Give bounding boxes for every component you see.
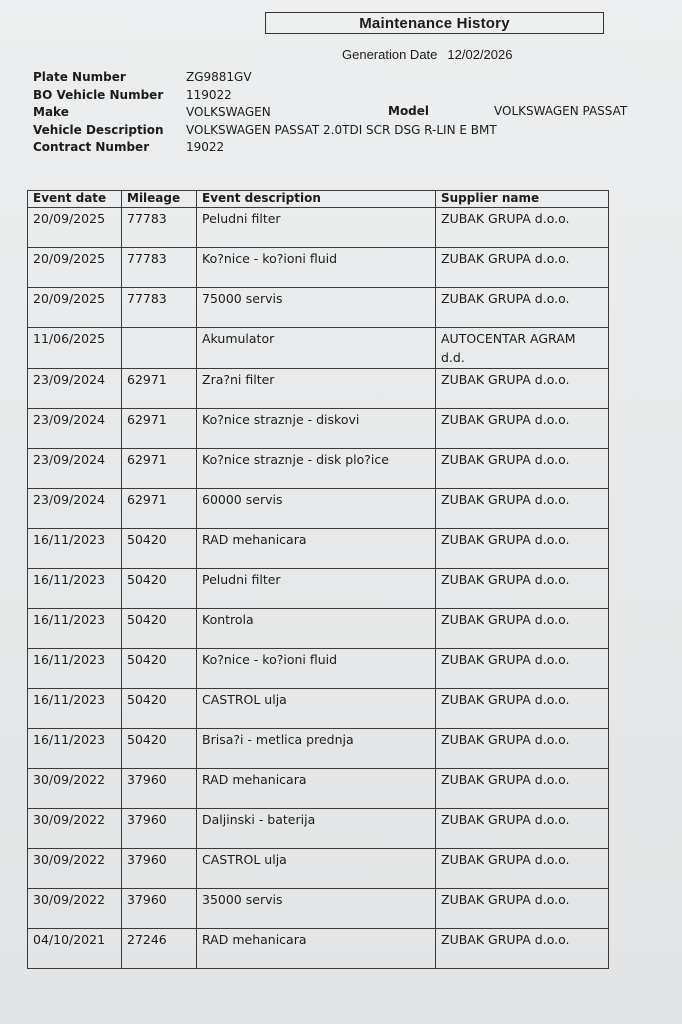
cell-event-date: 30/09/2022 (28, 889, 122, 929)
document-title: Maintenance History (265, 12, 604, 34)
cell-event-date: 23/09/2024 (28, 409, 122, 449)
vehicle-description-label: Vehicle Description (33, 122, 164, 137)
cell-supplier-name: ZUBAK GRUPA d.o.o. (436, 729, 609, 769)
cell-mileage: 50420 (122, 609, 197, 649)
bo-vehicle-number-value: 119022 (186, 87, 232, 102)
cell-event-date: 23/09/2024 (28, 369, 122, 409)
cell-event-description: RAD mehanicara (197, 769, 436, 809)
header-event-description: Event description (197, 191, 436, 208)
cell-supplier-name: ZUBAK GRUPA d.o.o. (436, 689, 609, 729)
cell-event-date: 16/11/2023 (28, 729, 122, 769)
table-row (28, 409, 609, 449)
cell-event-date: 20/09/2025 (28, 288, 122, 328)
table-row (28, 248, 609, 288)
vehicle-info-values (186, 69, 497, 157)
cell-mileage: 50420 (122, 569, 197, 609)
cell-event-description: 60000 servis (197, 489, 436, 529)
cell-event-description: RAD mehanicara (197, 929, 436, 969)
cell-event-date: 16/11/2023 (28, 689, 122, 729)
cell-event-description: Kontrola (197, 609, 436, 649)
cell-supplier-name: ZUBAK GRUPA d.o.o. (436, 809, 609, 849)
table-row (28, 849, 609, 889)
model-value: VOLKSWAGEN PASSAT (494, 104, 628, 118)
cell-event-date: 04/10/2021 (28, 929, 122, 969)
table-row (28, 529, 609, 569)
cell-event-description: Brisa?i - metlica prednja (197, 729, 436, 769)
cell-mileage: 62971 (122, 489, 197, 529)
cell-event-date: 20/09/2025 (28, 208, 122, 248)
make-value: VOLKSWAGEN (186, 105, 271, 119)
table-row (28, 609, 609, 649)
cell-supplier-name: ZUBAK GRUPA d.o.o. (436, 489, 609, 529)
cell-supplier-name: ZUBAK GRUPA d.o.o. (436, 409, 609, 449)
table-header-row (28, 191, 609, 208)
table-row (28, 489, 609, 529)
cell-supplier-name: AUTOCENTAR AGRAM d.d. (436, 328, 609, 369)
table-row (28, 569, 609, 609)
cell-event-description: Daljinski - baterija (197, 809, 436, 849)
cell-event-date: 30/09/2022 (28, 769, 122, 809)
cell-mileage: 50420 (122, 689, 197, 729)
cell-mileage: 50420 (122, 529, 197, 569)
cell-event-description: Ko?nice - ko?ioni fluid (197, 649, 436, 689)
cell-mileage: 77783 (122, 248, 197, 288)
cell-event-date: 16/11/2023 (28, 529, 122, 569)
cell-supplier-name: ZUBAK GRUPA d.o.o. (436, 208, 609, 248)
table-row (28, 729, 609, 769)
cell-event-date: 30/09/2022 (28, 849, 122, 889)
cell-mileage: 50420 (122, 649, 197, 689)
table-row (28, 288, 609, 328)
cell-mileage: 50420 (122, 729, 197, 769)
maintenance-events-table (27, 190, 609, 969)
table-row (28, 649, 609, 689)
plate-number-label: Plate Number (33, 70, 126, 84)
cell-event-description: Peludni filter (197, 208, 436, 248)
cell-supplier-name: ZUBAK GRUPA d.o.o. (436, 769, 609, 809)
cell-mileage: 77783 (122, 288, 197, 328)
cell-mileage: 77783 (122, 208, 197, 248)
table-row (28, 369, 609, 409)
cell-supplier-name: ZUBAK GRUPA d.o.o. (436, 288, 609, 328)
cell-event-date: 16/11/2023 (28, 569, 122, 609)
cell-event-description: Peludni filter (197, 569, 436, 609)
generation-date-value: 12/02/2026 (447, 47, 513, 62)
cell-mileage: 62971 (122, 449, 197, 489)
table-row (28, 929, 609, 969)
table-row (28, 328, 609, 369)
header-mileage: Mileage (122, 191, 197, 208)
cell-supplier-name: ZUBAK GRUPA d.o.o. (436, 529, 609, 569)
plate-number-value: ZG9881GV (186, 70, 252, 84)
vehicle-description-value: VOLKSWAGEN PASSAT 2.0TDI SCR DSG R-LIN E BMT (186, 122, 497, 137)
cell-mileage: 37960 (122, 849, 197, 889)
contract-number-label: Contract Number (33, 140, 150, 154)
cell-event-date: 30/09/2022 (28, 809, 122, 849)
cell-mileage: 62971 (122, 409, 197, 449)
table-row (28, 689, 609, 729)
header-supplier-name: Supplier name (436, 191, 609, 208)
cell-event-date: 23/09/2024 (28, 449, 122, 489)
cell-event-description: Ko?nice straznje - diskovi (197, 409, 436, 449)
model-label: Model (388, 104, 430, 118)
table-row (28, 769, 609, 809)
cell-supplier-name: ZUBAK GRUPA d.o.o. (436, 929, 609, 969)
cell-mileage: 62971 (122, 369, 197, 409)
cell-event-description: 35000 servis (197, 889, 436, 929)
cell-supplier-name: ZUBAK GRUPA d.o.o. (436, 649, 609, 689)
cell-event-description: CASTROL ulja (197, 849, 436, 889)
table-body (28, 208, 609, 969)
table-row (28, 208, 609, 248)
cell-event-date: 16/11/2023 (28, 649, 122, 689)
cell-mileage: 37960 (122, 809, 197, 849)
cell-event-description: RAD mehanicara (197, 529, 436, 569)
table-header (28, 191, 609, 208)
cell-supplier-name: ZUBAK GRUPA d.o.o. (436, 889, 609, 929)
cell-event-date: 11/06/2025 (28, 328, 122, 369)
cell-event-description: Ko?nice straznje - disk plo?ice (197, 449, 436, 489)
cell-event-date: 23/09/2024 (28, 489, 122, 529)
generation-date-label: Generation Date (342, 47, 438, 62)
cell-event-description: 75000 servis (197, 288, 436, 328)
table-row (28, 889, 609, 929)
cell-event-description: Zra?ni filter (197, 369, 436, 409)
cell-supplier-name: ZUBAK GRUPA d.o.o. (436, 849, 609, 889)
cell-event-description: Ko?nice - ko?ioni fluid (197, 248, 436, 288)
table-row (28, 449, 609, 489)
cell-mileage (122, 328, 197, 369)
cell-event-description: Akumulator (197, 328, 436, 369)
cell-mileage: 37960 (122, 769, 197, 809)
vehicle-info-labels (33, 69, 164, 157)
cell-event-date: 20/09/2025 (28, 248, 122, 288)
cell-event-description: CASTROL ulja (197, 689, 436, 729)
make-label: Make (33, 105, 69, 119)
contract-number-value: 19022 (186, 140, 225, 154)
cell-mileage: 37960 (122, 889, 197, 929)
cell-mileage: 27246 (122, 929, 197, 969)
header-event-date: Event date (28, 191, 122, 208)
cell-event-date: 16/11/2023 (28, 609, 122, 649)
cell-supplier-name: ZUBAK GRUPA d.o.o. (436, 449, 609, 489)
cell-supplier-name: ZUBAK GRUPA d.o.o. (436, 369, 609, 409)
generation-date-line (342, 47, 512, 62)
bo-vehicle-number-label: BO Vehicle Number (33, 87, 164, 102)
table-row (28, 809, 609, 849)
cell-supplier-name: ZUBAK GRUPA d.o.o. (436, 569, 609, 609)
cell-supplier-name: ZUBAK GRUPA d.o.o. (436, 248, 609, 288)
cell-supplier-name: ZUBAK GRUPA d.o.o. (436, 609, 609, 649)
